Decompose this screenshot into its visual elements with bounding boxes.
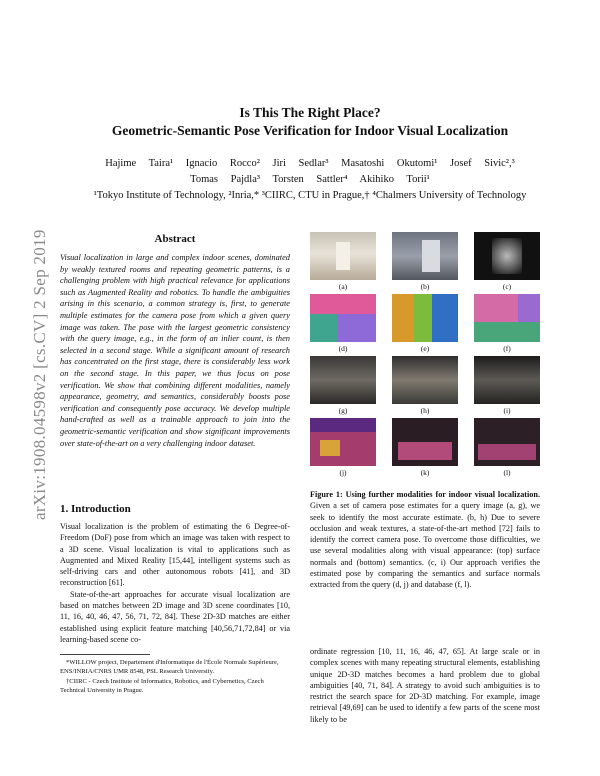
figure-image-e-baseline-normals: [392, 294, 458, 342]
figure-label-i: (i): [503, 406, 511, 415]
figure-label-d: (d): [338, 344, 348, 353]
abstract-heading: Abstract: [154, 233, 196, 245]
figure-label-h: (h): [420, 406, 430, 415]
figure-label-f: (f): [503, 344, 511, 353]
figure-image-i-our-render: [474, 356, 540, 404]
paper-title-line-1: Is This The Right Place?: [239, 105, 381, 120]
footnote-rule: [60, 654, 150, 655]
figure-image-c-our-render: [474, 232, 540, 280]
figure-label-b: (b): [420, 282, 430, 291]
figure-1-image-grid: [310, 232, 540, 492]
figure-label-c: (c): [502, 282, 512, 291]
figure-image-j-query-semantics: [310, 418, 376, 466]
arxiv-identifier-stamp: arXiv:1908.04598v2 [cs.CV] 2 Sep 2019: [30, 229, 49, 520]
author-list-row-1: Hajime Taira¹ Ignacio Rocco² Jiri Sedlar³ Masatoshi Okutomi¹ Josef Sivic²,³: [105, 158, 515, 169]
figure-image-a-query-photo: [310, 232, 376, 280]
figure-image-d-query-normals: [310, 294, 376, 342]
figure-image-b-baseline-render: [392, 232, 458, 280]
figure-label-j: (j): [339, 468, 347, 477]
figure-label-a: (a): [338, 282, 348, 291]
author-list-row-2: Tomas Pajdla³ Torsten Sattler⁴ Akihiko Torii¹: [190, 174, 430, 185]
figure-image-g-query-photo: [310, 356, 376, 404]
footnote-ciirc: †CIIRC - Czech Institute of Informatics, Robotics, and Cybernetics, Czech Technical University in Prague.: [60, 678, 264, 694]
affiliations: ¹Tokyo Institute of Technology, ²Inria,* ³CIIRC, CTU in Prague,† ⁴Chalmers University of Technology: [93, 190, 527, 201]
figure-label-e: (e): [420, 344, 430, 353]
footnotes: [60, 658, 290, 696]
introduction-paragraph-2: State-of-the-art approaches for accurate visual localization are based on matches between 2D image and 3D scene coordinates [10, 11, 16, 40, 46, 47, 56, 71, 72, 84]. These 2D-3D matches are either established using explicit feature matching [40,56,71,72,84] or via learning-based scene co-: [60, 589, 290, 644]
figure-image-k-baseline-semantics: [392, 418, 458, 466]
figure-caption-title: Figure 1: Using further modalities for indoor visual localization.: [310, 490, 540, 499]
figure-image-h-baseline-render: [392, 356, 458, 404]
section-heading-introduction: 1. Introduction: [60, 503, 131, 515]
abstract-text: Visual localization in large and complex indoor scenes, dominated by weakly textured rooms and repeating geometric patterns, is a challenging problem with high practical relevance for applications such as Augmented Reality and robotics. To handle the ambiguities arising in this scenario, a common strategy is, first, to generate multiple estimates for the camera pose from which a given query image was taken. The pose with the largest geometric consistency with the query image, e.g., in the form of an inlier count, is then selected in a second stage. While a significant amount of research has concentrated on the first stage, there is considerably less work on the second stage. In this paper, we thus focus on pose verification. We show that combining different modalities, namely appearance, geometry, and semantics, considerably boosts pose verification and consequently pose accuracy. We develop multiple hand-crafted as well as a trainable approach to join into the geometric-semantic verification and show significant improvements over state-of-the-art on a very challenging indoor dataset.: [60, 253, 290, 448]
introduction-paragraph-1: Visual localization is the problem of estimating the 6 Degree-of-Freedom (DoF) pose from which an image was taken with respect to a 3D scene. Visual localization is vital to applications such as Augmented and Mixed Reality [15,44], intelligent systems such as self-driving cars and other autonomous robots [41], and 3D reconstruction [61].: [60, 522, 290, 588]
figure-label-l: (l): [503, 468, 511, 477]
paper-title-line-2: Geometric-Semantic Pose Verification for Indoor Visual Localization: [111, 123, 509, 138]
figure-caption-text: Given a set of camera pose estimates for a query image (a, g), we seek to identify the most accurate estimate. (b, h) Due to severe occlusion and weak textures, a state-of-the-art method [72] fails to identify the correct camera pose. To overcome those difficulties, we use several modalities along with visual appearance: (top) surface normals and (bottom) semantics. (c, i) Our approach verifies the estimated pose by comparing the semantics and surface normals extracted from the query (d, j) and database (f, l).: [310, 501, 540, 590]
figure-label-k: (k): [420, 468, 430, 477]
figure-label-g: (g): [338, 406, 348, 415]
figure-image-l-database-semantics: [474, 418, 540, 466]
introduction-continued: ordinate regression [10, 11, 16, 46, 47, 65]. At large scale or in complex scenes with many repeating structural elements, establishing unique 2D-3D matches becomes a hard problem due to global ambiguities [40, 71, 84]. A strategy to avoid such ambiguities is to restrict the search space for 2D-3D matching. For example, image retrieval [49,69] can be used to identify a few parts of the scene most likely to be: [310, 647, 540, 724]
figure-image-f-database-normals: [474, 294, 540, 342]
footnote-willow: *WILLOW project, Departement d'Informatique de l'École Normale Supérieure, ENS/INRIA/CNRS UMR 8548, PSL Research University.: [60, 659, 279, 675]
figure-1-caption: [310, 489, 540, 591]
introduction-body: [60, 521, 290, 645]
